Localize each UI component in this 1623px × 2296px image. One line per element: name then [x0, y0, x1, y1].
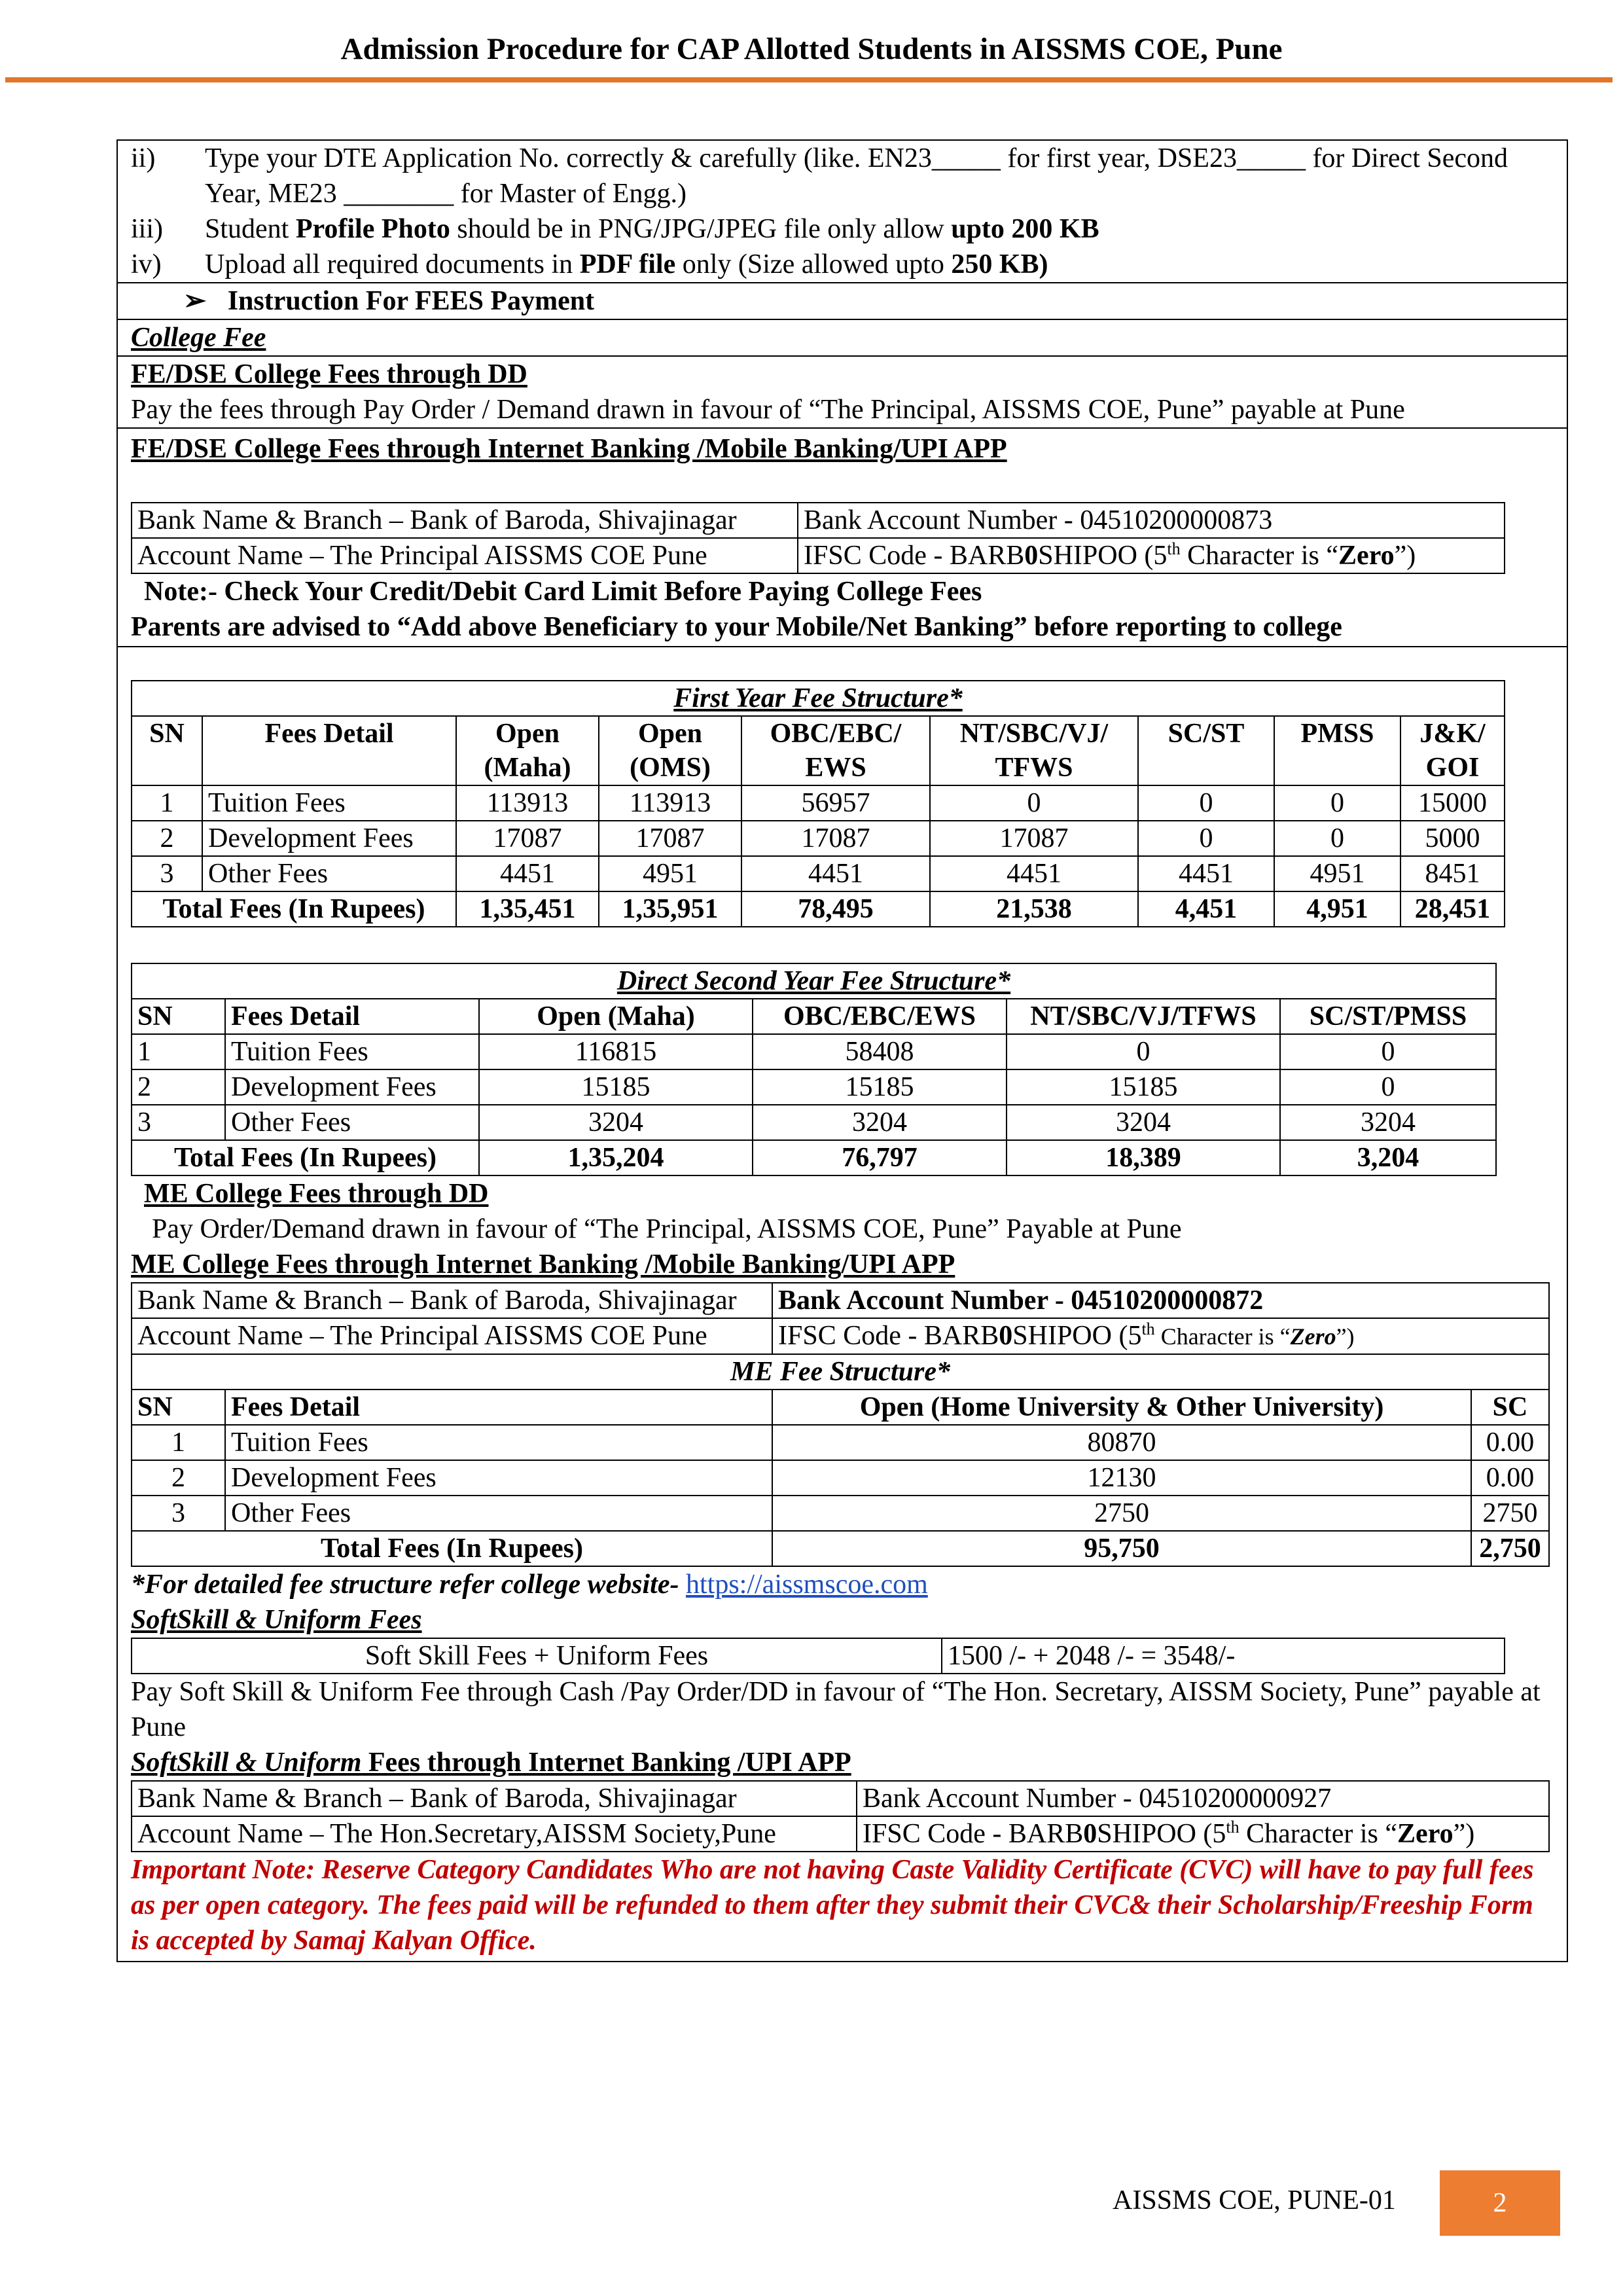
- table-row: 3 Other Fees 3204 3204 3204 3204: [132, 1105, 1496, 1140]
- dse-fee-table: Direct Second Year Fee Structure* SN Fees Detail Open (Maha) OBC/EBC/EWS NT/SBC/VJ/TFWS SC/ST/PMSS 1 Tuition Fees 116815 58408 0 0 2 Development Fees 15185 15185 15185 0 3 Other Fees 3204 3204 3204 3204 Total Fees (In Rupees) 1,35,204 76,797 18,389 3,204: [131, 963, 1497, 1176]
- important-note: Important Note: Reserve Category Candidates Who are not having Caste Validity Certificate (CVC) will have to pay full fees as per open category. The fees paid will be refunded to them after they submit their CVC& their Scholarship/Freeship Form is accepted by Samaj Kalyan Office.: [131, 1855, 1534, 1956]
- main-content: [116, 139, 1568, 1962]
- me-dd-title: ME College Fees through DD: [144, 1179, 489, 1209]
- college-fee-title: College Fee: [118, 320, 1567, 357]
- table-row: 2 Development Fees 12130 0.00: [132, 1460, 1549, 1496]
- table-row: 2 Development Fees 15185 15185 15185 0: [132, 1069, 1496, 1105]
- arrow-bullet-icon: ➢: [183, 286, 207, 316]
- table-row: 2 Development Fees 17087 17087 17087 17087 0 0 5000: [132, 821, 1505, 856]
- table-row: 1 Tuition Fees 116815 58408 0 0: [132, 1034, 1496, 1069]
- first-year-title: First Year Fee Structure*: [132, 681, 1505, 716]
- fees-instruction-heading: ➢ Instruction For FEES Payment: [118, 283, 1567, 320]
- me-fee-table: Bank Name & Branch – Bank of Baroda, Shivajinagar Bank Account Number - 04510200000872 Account Name – The Principal AISSMS COE Pune IFSC Code - BARB0SHIPOO (5th Character is “Zero”) ME Fee Structure* SN Fees Detail Open (Home University & Other University) SC 1 Tuition Fees 80870 0.00 2 Development Fees 12130 0.00 3 Other Fees 2750 2750 Total Fees (In Rupees) 95,750 2,750: [131, 1282, 1550, 1567]
- first-year-fee-table: First Year Fee Structure* SN Fees Detail Open (Maha) Open (OMS) OBC/EBC/ EWS NT/SBC/VJ/ TFWS SC/ST PMSS J&K/ GOI 1 Tuition Fees 113913 113913 56957 0 0 0 15000 2 Development Fees 17087 17087 17087 17087 0 0 5000 3 Other Fees 4451 4951 4451 4451 4451 4951 8451 Total Fees (In Rupees) 1,35,451 1,35,951 78,495 21,538 4,451 4,951 28,451: [131, 680, 1505, 927]
- instruction-list: [118, 141, 1567, 283]
- page-title: Admission Procedure for CAP Allotted Students in AISSMS COE, Pune: [340, 32, 1283, 66]
- fe-dse-net-section: FE/DSE College Fees through Internet Banking /Mobile Banking/UPI APP Bank Name & Branch – Bank of Baroda, Shivajinagar Bank Account Number - 04510200000873 Account Name – The Principal AISSMS COE Pune IFSC Code - BARB0SHIPOO (5th Character is “Zero”) Note:- Check Your Credit/Debit Card Limit Before Paying College Fees Parents are advised to “Add above Beneficiary to your Mobile/Net Banking” before reporting to college: [118, 429, 1567, 647]
- list-item: iv) Upload all required documents in PDF file only (Size allowed upto 250 KB): [131, 249, 1048, 279]
- me-net-title: ME College Fees through Internet Banking /Mobile Banking/UPI APP: [131, 1249, 955, 1280]
- page-number: 2: [1440, 2170, 1560, 2236]
- table-row: 1 Tuition Fees 113913 113913 56957 0 0 0 15000: [132, 785, 1505, 821]
- softskill-bank-table: Bank Name & Branch – Bank of Baroda, Shivajinagar Bank Account Number - 04510200000927 Account Name – The Hon.Secretary,AISSM Society,Pune IFSC Code - BARB0SHIPOO (5th Character is “Zero”): [131, 1780, 1550, 1852]
- softskill-pay-text: Pay Soft Skill & Uniform Fee through Cash /Pay Order/DD in favour of “The Hon. Secretary, AISSM Society, Pune” payable at Pune: [131, 1677, 1541, 1742]
- list-item: ii) Type your DTE Application No. correctly & carefully (like. EN23_____ for first year, DSE23_____ for Direct Second Year, ME23 ________ for Master of Engg.): [131, 143, 1508, 209]
- softskill-net-title: SoftSkill & Uniform Fees through Internet Banking /UPI APP: [131, 1748, 851, 1778]
- me-dd-text: Pay Order/Demand drawn in favour of “The Principal, AISSMS COE, Pune” Payable at Pune: [152, 1214, 1182, 1244]
- list-item: iii) Student Profile Photo should be in PNG/JPG/JPEG file only allow upto 200 KB: [131, 214, 1099, 244]
- website-note: *For detailed fee structure refer college website- https://aissmscoe.com: [131, 1570, 928, 1600]
- table-total-row: Total Fees (In Rupees) 1,35,204 76,797 18,389 3,204: [132, 1140, 1496, 1175]
- fee-structures-section: [118, 647, 1567, 1961]
- table-row: 1 Tuition Fees 80870 0.00: [132, 1425, 1549, 1460]
- college-website-link[interactable]: https://aissmscoe.com: [685, 1570, 928, 1600]
- me-structure-title: ME Fee Structure*: [132, 1354, 1549, 1390]
- softskill-fee-table: Soft Skill Fees + Uniform Fees 1500 /- + 2048 /- = 3548/-: [131, 1638, 1505, 1674]
- table-row: 3 Other Fees 2750 2750: [132, 1496, 1549, 1531]
- beneficiary-note: Parents are advised to “Add above Beneficiary to your Mobile/Net Banking” before reporting to college: [131, 612, 1342, 642]
- fe-bank-details-table: Bank Name & Branch – Bank of Baroda, Shivajinagar Bank Account Number - 04510200000873 Account Name – The Principal AISSMS COE Pune IFSC Code - BARB0SHIPOO (5th Character is “Zero”): [131, 502, 1505, 574]
- table-row: 3 Other Fees 4451 4951 4451 4451 4451 4951 8451: [132, 856, 1505, 891]
- card-limit-note: Note:- Check Your Credit/Debit Card Limit Before Paying College Fees: [144, 577, 982, 607]
- table-total-row: Total Fees (In Rupees) 1,35,451 1,35,951 78,495 21,538 4,451 4,951 28,451: [132, 891, 1505, 927]
- softskill-title: SoftSkill & Uniform Fees: [131, 1605, 422, 1635]
- footer-text: AISSMS COE, PUNE-01: [1113, 2185, 1396, 2215]
- table-total-row: Total Fees (In Rupees) 95,750 2,750: [132, 1531, 1549, 1566]
- dse-title: Direct Second Year Fee Structure*: [132, 963, 1496, 999]
- fe-dse-dd-section: FE/DSE College Fees through DD Pay the fees through Pay Order / Demand drawn in favour of “The Principal, AISSMS COE, Pune” payable at Pune: [118, 357, 1567, 429]
- header-rule: [5, 77, 1613, 82]
